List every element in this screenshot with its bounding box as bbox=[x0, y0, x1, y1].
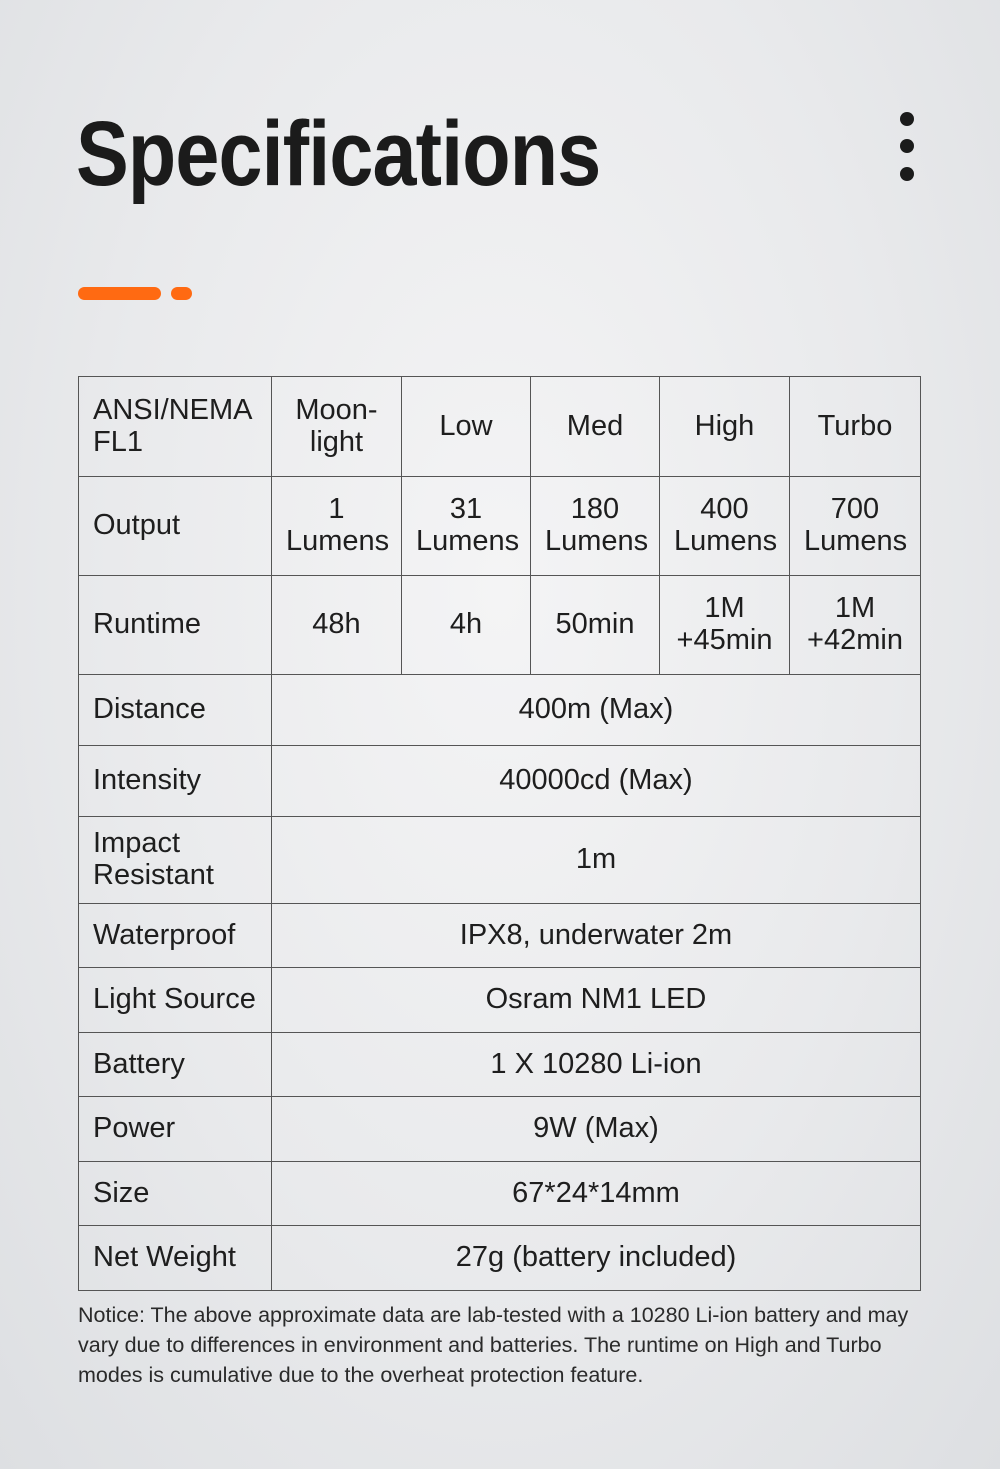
table-cell: 48h bbox=[272, 576, 402, 675]
table-row bbox=[79, 817, 921, 904]
more-vertical-icon[interactable] bbox=[896, 110, 918, 182]
table-row bbox=[79, 1033, 921, 1097]
row-label: Intensity bbox=[79, 746, 272, 817]
table-cell: 1m bbox=[272, 817, 921, 904]
table-row bbox=[79, 1226, 921, 1291]
accent-bar-long bbox=[78, 287, 161, 300]
row-label: Light Source bbox=[79, 968, 272, 1033]
mode-header: Low bbox=[402, 377, 531, 477]
table-cell: Osram NM1 LED bbox=[272, 968, 921, 1033]
table-cell: 1M +42min bbox=[790, 576, 921, 675]
row-label: Impact Resistant bbox=[79, 817, 272, 904]
page-title: Specifications bbox=[76, 103, 601, 205]
table-cell: 27g (battery included) bbox=[272, 1226, 921, 1291]
table-row bbox=[79, 968, 921, 1033]
row-label: Net Weight bbox=[79, 1226, 272, 1291]
row-label: Size bbox=[79, 1162, 272, 1226]
table-cell: 1 X 10280 Li-ion bbox=[272, 1033, 921, 1097]
mode-header: Med bbox=[531, 377, 660, 477]
row-label: Power bbox=[79, 1097, 272, 1162]
accent-bar-short bbox=[171, 287, 192, 300]
row-label: Output bbox=[79, 477, 272, 576]
mode-header: Turbo bbox=[790, 377, 921, 477]
row-label: Battery bbox=[79, 1033, 272, 1097]
table-cell: 50min bbox=[531, 576, 660, 675]
notice-text: Notice: The above approximate data are lab-tested with a 10280 Li-ion battery and may vary due to differences in environment and batteries. The runtime on High and Turbo modes is cumulative due to the overheat protection feature. bbox=[78, 1303, 909, 1387]
table-cell: 700 Lumens bbox=[790, 477, 921, 576]
table-cell: 31 Lumens bbox=[402, 477, 531, 576]
table-cell: 4h bbox=[402, 576, 531, 675]
table-cell: 180 Lumens bbox=[531, 477, 660, 576]
table-header-label: ANSI/NEMA FL1 bbox=[79, 377, 272, 477]
table-row bbox=[79, 1097, 921, 1162]
table-row bbox=[79, 576, 921, 675]
row-label: Runtime bbox=[79, 576, 272, 675]
mode-header: Moon-light bbox=[272, 377, 402, 477]
table-header-row bbox=[79, 377, 921, 477]
table-cell: 1M +45min bbox=[660, 576, 790, 675]
table-row bbox=[79, 675, 921, 746]
table-row bbox=[79, 904, 921, 968]
table-row bbox=[79, 746, 921, 817]
table-cell: 67*24*14mm bbox=[272, 1162, 921, 1226]
table-cell: 1 Lumens bbox=[272, 477, 402, 576]
mode-header: High bbox=[660, 377, 790, 477]
row-label: Distance bbox=[79, 675, 272, 746]
table-row bbox=[79, 477, 921, 576]
table-cell: IPX8, underwater 2m bbox=[272, 904, 921, 968]
specifications-table bbox=[78, 376, 921, 1291]
table-cell: 400m (Max) bbox=[272, 675, 921, 746]
table-cell: 9W (Max) bbox=[272, 1097, 921, 1162]
table-row bbox=[79, 1162, 921, 1226]
table-cell: 400 Lumens bbox=[660, 477, 790, 576]
row-label: Waterproof bbox=[79, 904, 272, 968]
table-cell: 40000cd (Max) bbox=[272, 746, 921, 817]
